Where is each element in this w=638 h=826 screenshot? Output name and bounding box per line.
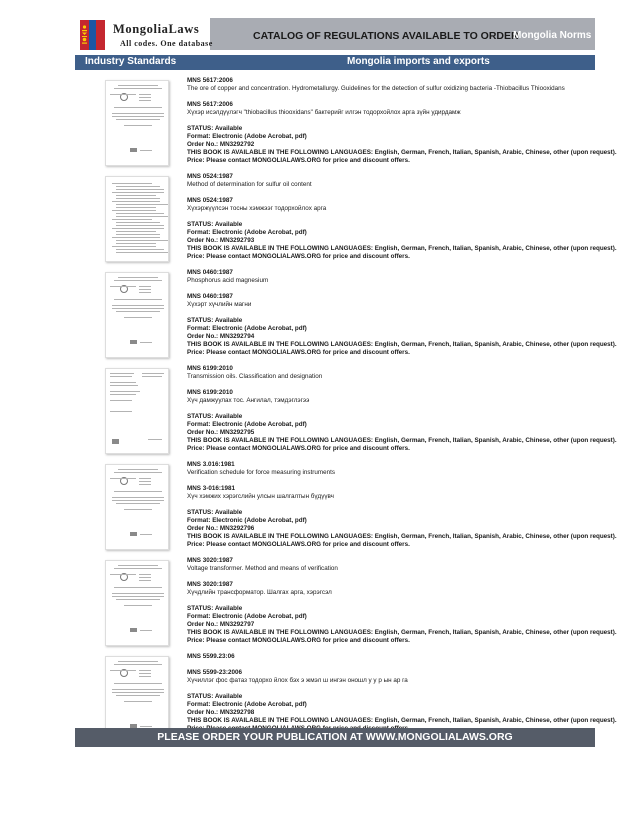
- standard-code-mn: MNS 3020:1987: [187, 581, 233, 588]
- order-number: Order No.: MN3292793: [187, 237, 255, 244]
- status-text: STATUS: Available: [187, 605, 243, 612]
- catalog-entry[interactable]: [105, 269, 617, 365]
- languages-text: THIS BOOK IS AVAILABLE IN THE FOLLOWING LANGUAGES: English, German, French, Italian, Spanish, Arabic, Chinese, other (upon request).: [187, 717, 617, 724]
- format-text: Format: Electronic (Adobe Acrobat, pdf): [187, 133, 307, 140]
- price-text: Price: Please contact MONGOLIALAWS.ORG for price and discount offers.: [187, 541, 410, 548]
- languages-text: THIS BOOK IS AVAILABLE IN THE FOLLOWING LANGUAGES: English, German, French, Italian, Spanish, Arabic, Chinese, other (upon request).: [187, 341, 617, 348]
- entry-info: [187, 269, 617, 357]
- document-thumbnail[interactable]: [105, 560, 169, 646]
- standard-code-mn: MNS 5617:2006: [187, 101, 233, 108]
- english-title: Voltage transformer. Method and means of verification: [187, 565, 338, 572]
- brand-name: Mongolia Norms: [513, 30, 592, 41]
- standard-code-mn: MNS 0460:1987: [187, 293, 233, 300]
- english-title: Method of determination for sulfur oil content: [187, 181, 312, 188]
- order-number: Order No.: MN3292795: [187, 429, 255, 436]
- standard-code: MNS 6199:2010: [187, 365, 233, 372]
- entry-info: [187, 557, 617, 645]
- section-subtitle: Mongolia imports and exports: [347, 56, 490, 67]
- logo[interactable]: [75, 18, 213, 52]
- status-text: STATUS: Available: [187, 125, 243, 132]
- languages-text: THIS BOOK IS AVAILABLE IN THE FOLLOWING LANGUAGES: English, German, French, Italian, Spanish, Arabic, Chinese, other (upon request).: [187, 629, 617, 636]
- entry-info: [187, 365, 617, 453]
- format-text: Format: Electronic (Adobe Acrobat, pdf): [187, 613, 307, 620]
- standard-code-mn: MNS 5599-23:2006: [187, 669, 242, 676]
- mongolian-title: Хүчдлийн трансформатор. Шалгах арга, хэрэгсэл: [187, 589, 332, 596]
- catalog-entry[interactable]: [105, 461, 617, 557]
- document-thumbnail[interactable]: [105, 80, 169, 166]
- document-thumbnail[interactable]: [105, 368, 169, 454]
- price-text: Price: Please contact MONGOLIALAWS.ORG for price and discount offers.: [187, 157, 410, 164]
- logo-tagline: All codes. One database: [120, 39, 213, 48]
- document-thumbnail[interactable]: [105, 464, 169, 550]
- catalog-entry[interactable]: [105, 365, 617, 461]
- section-title: Industry Standards: [85, 56, 177, 67]
- catalog-entry[interactable]: [105, 173, 617, 269]
- entry-info: [187, 173, 617, 261]
- format-text: Format: Electronic (Adobe Acrobat, pdf): [187, 325, 307, 332]
- standard-code-mn: MNS 3-016:1981: [187, 485, 235, 492]
- english-title: Transmission oils. Classification and designation: [187, 373, 323, 380]
- entry-info: [187, 461, 617, 549]
- document-thumbnail[interactable]: [105, 176, 169, 262]
- english-title: Verification schedule for force measuring instruments: [187, 469, 336, 476]
- languages-text: THIS BOOK IS AVAILABLE IN THE FOLLOWING LANGUAGES: English, German, French, Italian, Spanish, Arabic, Chinese, other (upon request).: [187, 533, 617, 540]
- mongolian-title: Хүхэрт хүчлийн магни: [187, 301, 252, 308]
- format-text: Format: Electronic (Adobe Acrobat, pdf): [187, 421, 307, 428]
- price-text: Price: Please contact MONGOLIALAWS.ORG for price and discount offers.: [187, 349, 410, 356]
- section-bar: [75, 55, 595, 70]
- english-title: Phosphorus acid magnesium: [187, 277, 269, 284]
- status-text: STATUS: Available: [187, 221, 243, 228]
- status-text: STATUS: Available: [187, 413, 243, 420]
- entry-info: [187, 77, 617, 165]
- standard-code: MNS 5599.23:06: [187, 653, 235, 660]
- format-text: Format: Electronic (Adobe Acrobat, pdf): [187, 517, 307, 524]
- languages-text: THIS BOOK IS AVAILABLE IN THE FOLLOWING LANGUAGES: English, German, French, Italian, Spanish, Arabic, Chinese, other (upon request).: [187, 149, 617, 156]
- mongolian-title: Хүхэржүүлсэн тосны хэмжээг тодорхойлох арга: [187, 205, 327, 212]
- catalog-entry[interactable]: [105, 557, 617, 653]
- order-number: Order No.: MN3292797: [187, 621, 255, 628]
- mongolian-title: Хүхэр исэлдүүлэгч "thiobacillus thiooxidans" бактерийг илгэн тодорхойлох арга зүйн удирдамж: [187, 109, 461, 116]
- entry-info: [187, 653, 617, 733]
- standard-code: MNS 3.016:1981: [187, 461, 235, 468]
- mongolian-title: Хүч дамжуулах тос. Ангилал, тэмдэглэгээ: [187, 397, 310, 404]
- price-text: Price: Please contact MONGOLIALAWS.ORG for price and discount offers.: [187, 637, 410, 644]
- mongolian-title: Хүч хэмжих хэрэгслийн улсын шалгалтын бүдүүвч: [187, 493, 334, 500]
- price-text: Price: Please contact MONGOLIALAWS.ORG for price and discount offers.: [187, 445, 410, 452]
- standard-code-mn: MNS 0524:1987: [187, 197, 233, 204]
- logo-title: MongoliaLaws: [113, 22, 200, 36]
- languages-text: THIS BOOK IS AVAILABLE IN THE FOLLOWING LANGUAGES: English, German, French, Italian, Spanish, Arabic, Chinese, other (upon request).: [187, 245, 617, 252]
- format-text: Format: Electronic (Adobe Acrobat, pdf): [187, 701, 307, 708]
- format-text: Format: Electronic (Adobe Acrobat, pdf): [187, 229, 307, 236]
- status-text: STATUS: Available: [187, 693, 243, 700]
- standard-code: MNS 0460:1987: [187, 269, 233, 276]
- order-number: Order No.: MN3292796: [187, 525, 255, 532]
- standard-code: MNS 3020:1987: [187, 557, 233, 564]
- order-number: Order No.: MN3292792: [187, 141, 255, 148]
- standard-code: MNS 5617:2006: [187, 77, 233, 84]
- price-text: Price: Please contact MONGOLIALAWS.ORG for price and discount offers.: [187, 253, 410, 260]
- catalog-entry[interactable]: [105, 77, 617, 173]
- status-text: STATUS: Available: [187, 509, 243, 516]
- mongolian-title: Хүчиллэг фос фатаз тодорхо йлох бэх э жмэл ш ингэн оношл у у р ын ар га: [187, 677, 408, 684]
- soyombo-icon: [81, 24, 88, 46]
- order-number: Order No.: MN3292798: [187, 709, 255, 716]
- document-thumbnail[interactable]: [105, 272, 169, 358]
- languages-text: THIS BOOK IS AVAILABLE IN THE FOLLOWING LANGUAGES: English, German, French, Italian, Spanish, Arabic, Chinese, other (upon request).: [187, 437, 617, 444]
- order-number: Order No.: MN3292794: [187, 333, 255, 340]
- standard-code-mn: MNS 6199:2010: [187, 389, 233, 396]
- standard-code: MNS 0524:1987: [187, 173, 233, 180]
- status-text: STATUS: Available: [187, 317, 243, 324]
- catalog-title: CATALOG OF REGULATIONS AVAILABLE TO ORDER: [253, 30, 519, 42]
- mongolia-flag-icon: [80, 20, 105, 50]
- order-footer[interactable]: PLEASE ORDER YOUR PUBLICATION AT WWW.MONGOLIALAWS.ORG: [75, 728, 595, 747]
- english-title: The ore of copper and concentration. Hydrometallurgy. Guidelines for the detection of sulfur oxidizing bacteria -Thiobacillus Thiooxidans: [187, 85, 565, 92]
